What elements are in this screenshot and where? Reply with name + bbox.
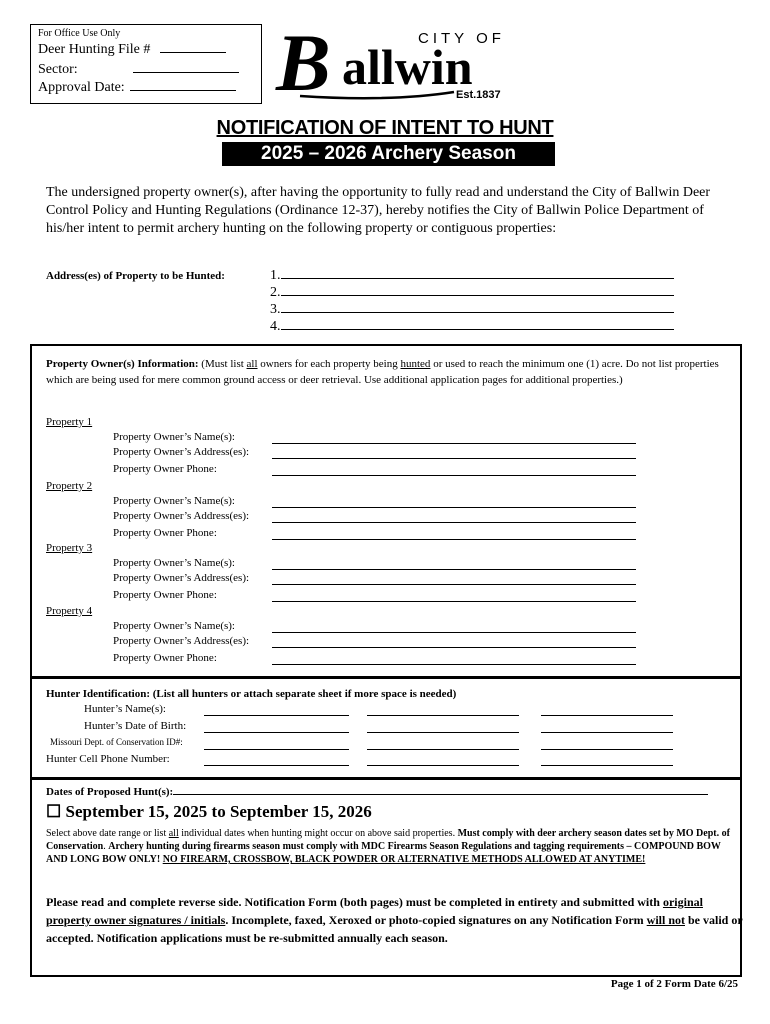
deer-hunting-file-field[interactable] bbox=[160, 52, 226, 53]
page-title: NOTIFICATION OF INTENT TO HUNT bbox=[216, 117, 554, 139]
address-field-4[interactable] bbox=[281, 329, 674, 330]
owner-name-field[interactable] bbox=[272, 569, 636, 570]
owner-phone-label: Property Owner Phone: bbox=[113, 652, 217, 664]
please-text: . Incomplete, faxed, Xeroxed or photo-copied signatures on any Notification Form bbox=[225, 913, 647, 927]
hunter-dob-field-3[interactable] bbox=[541, 732, 673, 733]
hunter-dob-field-2[interactable] bbox=[367, 732, 519, 733]
city-of-ballwin-logo bbox=[270, 10, 510, 106]
page-footer: Page 1 of 2 Form Date 6/25 bbox=[610, 978, 738, 990]
owner-address-field[interactable] bbox=[272, 458, 636, 459]
address-row bbox=[270, 285, 674, 301]
owners-heading: Property Owner(s) Information: bbox=[46, 358, 199, 370]
address-number: 1. bbox=[270, 268, 281, 283]
owner-name-field[interactable] bbox=[272, 443, 636, 444]
owner-phone-field[interactable] bbox=[272, 601, 636, 602]
dates-note bbox=[46, 827, 736, 866]
season-option bbox=[46, 802, 372, 822]
address-field-1[interactable] bbox=[281, 278, 674, 279]
owner-address-field[interactable] bbox=[272, 584, 636, 585]
owner-name-label: Property Owner’s Name(s): bbox=[113, 620, 235, 632]
hunter-heading: Hunter Identification: (List all hunters or attach separate sheet if more space is needed) bbox=[46, 688, 457, 700]
deer-hunting-file-label: Deer Hunting File # bbox=[38, 42, 151, 57]
owners-text: owners for each property being bbox=[257, 358, 401, 370]
submission-instructions bbox=[46, 893, 746, 947]
season-subtitle: 2025 – 2026 Archery Season bbox=[222, 142, 555, 166]
owners-text: all bbox=[246, 358, 258, 370]
address-number: 2. bbox=[270, 285, 281, 300]
address-number: 3. bbox=[270, 302, 281, 317]
sector-field[interactable] bbox=[133, 72, 239, 73]
hunter-name-label: Hunter’s Name(s): bbox=[84, 703, 166, 715]
owner-name-label: Property Owner’s Name(s): bbox=[113, 431, 235, 443]
owner-address-field[interactable] bbox=[272, 522, 636, 523]
deer-hunting-file-row bbox=[38, 42, 226, 58]
address-row bbox=[270, 319, 674, 335]
property-heading: Property 1 bbox=[46, 416, 93, 428]
owner-name-label: Property Owner’s Name(s): bbox=[113, 557, 235, 569]
owner-phone-field[interactable] bbox=[272, 664, 636, 665]
owner-address-label: Property Owner’s Address(es): bbox=[113, 446, 250, 458]
property-heading: Property 4 bbox=[46, 605, 93, 617]
approval-date-field[interactable] bbox=[130, 90, 236, 91]
note-text: Must comply with deer archery season dates set by MO Dept. of Conservation bbox=[46, 828, 730, 852]
note-text: NO FIREARM, CROSSBOW, BLACK POWDER OR ALTERNATIVE METHODS ALLOWED AT ANYTIME! bbox=[162, 854, 646, 865]
note-text: . bbox=[103, 841, 109, 852]
hunter-name-field-1[interactable] bbox=[204, 715, 349, 716]
hunter-dob-label: Hunter’s Date of Birth: bbox=[84, 720, 187, 732]
owners-text: (Must list bbox=[198, 358, 247, 370]
hunter-mdc-label: Missouri Dept. of Conservation ID#: bbox=[50, 737, 183, 747]
owner-address-label: Property Owner’s Address(es): bbox=[113, 572, 250, 584]
address-row bbox=[270, 302, 674, 318]
hunter-mdc-id-field-3[interactable] bbox=[541, 749, 673, 750]
hunter-mdc-id-field-1[interactable] bbox=[204, 749, 349, 750]
note-text: individual dates when hunting might occur on above said properties. bbox=[178, 828, 458, 839]
hunter-phone-field-3[interactable] bbox=[541, 765, 673, 766]
please-text: be valid or accepted. Notification applications must be re-submitted annually each season. bbox=[46, 913, 743, 945]
owners-instructions bbox=[46, 356, 736, 388]
owner-name-field[interactable] bbox=[272, 507, 636, 508]
season-checkbox[interactable]: ☐ bbox=[46, 802, 62, 821]
property-heading: Property 2 bbox=[46, 480, 93, 492]
owner-phone-label: Property Owner Phone: bbox=[113, 527, 217, 539]
address-row bbox=[270, 268, 674, 284]
hunter-mdc-id-field-2[interactable] bbox=[367, 749, 519, 750]
hunter-phone-field-2[interactable] bbox=[367, 765, 519, 766]
owners-text: or used to reach the minimum one (1) acre. Do not list properties which are being used for mere common ground access or deer retrieval. Use additional application pages for additional properties.) bbox=[46, 358, 719, 386]
hunter-name-field-2[interactable] bbox=[367, 715, 519, 716]
property-heading: Property 3 bbox=[46, 542, 93, 554]
please-text: original property owner signatures / initials bbox=[46, 895, 703, 927]
hunter-phone-label: Hunter Cell Phone Number: bbox=[46, 753, 170, 765]
please-text: Please read and complete reverse side. Notification Form (both pages) must be completed in entirety and submitted with bbox=[46, 895, 663, 909]
approval-date-row bbox=[38, 80, 236, 96]
address-field-2[interactable] bbox=[281, 295, 674, 296]
office-use-heading: For Office Use Only bbox=[38, 28, 121, 39]
dates-field[interactable] bbox=[173, 794, 708, 795]
owner-address-label: Property Owner’s Address(es): bbox=[113, 510, 250, 522]
owner-name-label: Property Owner’s Name(s): bbox=[113, 495, 235, 507]
note-text: Select above date range or list bbox=[46, 828, 169, 839]
dates-label: Dates of Proposed Hunt(s): bbox=[46, 786, 174, 798]
owner-phone-label: Property Owner Phone: bbox=[113, 463, 217, 475]
address-label: Address(es) of Property to be Hunted: bbox=[46, 270, 225, 282]
hunter-name-field-3[interactable] bbox=[541, 715, 673, 716]
hunter-dob-field-1[interactable] bbox=[204, 732, 349, 733]
note-text: Archery hunting during firearms season must comply with MDC Firearms Season Regulations and tagging requirements – COMPOUND BOW AND LONG BOW ONLY! bbox=[46, 841, 721, 865]
logo-city-of: CITY OF bbox=[418, 30, 505, 47]
sector-row bbox=[38, 62, 239, 78]
owner-phone-field[interactable] bbox=[272, 475, 636, 476]
intro-paragraph: The undersigned property owner(s), after having the opportunity to fully read and understand the City of Ballwin Deer Control Policy and Hunting Regulations (Ordinance 12-37), hereby notifies the City of Ballwin Police Department of his/her intent to permit archery hunting on the following property or contiguous properties: bbox=[46, 185, 711, 236]
owners-text: hunted bbox=[400, 358, 431, 370]
note-text: all bbox=[168, 828, 179, 839]
owner-phone-label: Property Owner Phone: bbox=[113, 589, 217, 601]
owner-address-field[interactable] bbox=[272, 647, 636, 648]
dates-label-row bbox=[46, 786, 708, 798]
owner-address-label: Property Owner’s Address(es): bbox=[113, 635, 250, 647]
logo-allwin: allwin bbox=[342, 39, 473, 95]
please-text: will not bbox=[646, 913, 685, 927]
hunter-phone-field-1[interactable] bbox=[204, 765, 349, 766]
owner-name-field[interactable] bbox=[272, 632, 636, 633]
season-range: September 15, 2025 to September 15, 2026 bbox=[65, 802, 372, 821]
approval-date-label: Approval Date: bbox=[38, 80, 125, 95]
owner-phone-field[interactable] bbox=[272, 539, 636, 540]
address-field-3[interactable] bbox=[281, 312, 674, 313]
logo-est: Est.1837 bbox=[456, 89, 501, 101]
address-number: 4. bbox=[270, 319, 281, 334]
logo-b: B bbox=[276, 17, 331, 106]
sector-label: Sector: bbox=[38, 62, 78, 77]
